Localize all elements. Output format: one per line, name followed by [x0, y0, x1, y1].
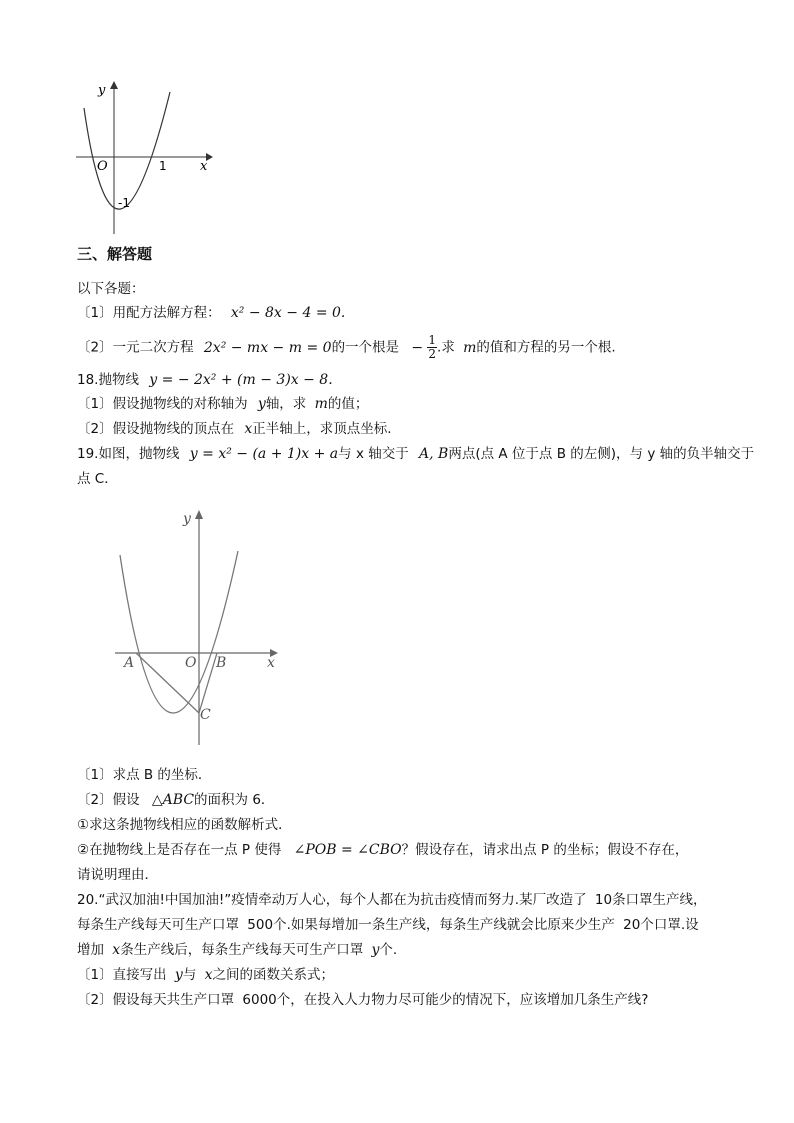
parabola-curve	[120, 551, 238, 713]
q18-part1-y: y	[257, 396, 266, 412]
q20-line1-text: 20.“武汉加油!中国加油!”疫情牵动万人心，每个人都在为抗击疫情而努力.某厂改造了	[77, 892, 587, 908]
q18-part1-suffix: 的值；	[327, 396, 369, 412]
q18-part2-text: 〔2〕假设抛物线的顶点在	[77, 421, 235, 437]
q19-stem-mid: 与 x 轴交于	[338, 446, 409, 462]
q20-part1-y: y	[174, 967, 183, 983]
q19-sub2-line2: 请说明理由．	[77, 867, 158, 883]
q18-part1	[77, 394, 368, 414]
q20-line2-text: 每条生产线每天可生产口罩	[77, 917, 239, 933]
q19-stem-suffix: 两点(点 A 位于点 B 的左侧)，与 y 轴的负半轴交于	[448, 446, 755, 462]
q17-intro: 以下各题：	[77, 281, 145, 297]
q19-part2-suffix: 的面积为 6．	[194, 792, 275, 808]
q19-part1: 〔1〕求点 B 的坐标．	[77, 767, 212, 783]
q20-line1-suffix: 条口罩生产线，	[612, 892, 707, 908]
q17-root-fraction	[427, 334, 437, 361]
q20-line1-number: 10	[594, 892, 613, 908]
q19-sub2	[77, 840, 688, 860]
q18-part2-x: x	[244, 421, 253, 437]
q20-line2-mid: 个.如果每增加一条生产线，每条生产线就会比原来少生产	[273, 917, 615, 933]
q20-part2-text: 〔2〕假设每天共生产口罩	[77, 992, 235, 1008]
q17-part2-m: m	[463, 339, 477, 356]
q20-part1	[77, 965, 334, 985]
origin-label: O	[185, 655, 197, 671]
q18-part1-m: m	[314, 396, 328, 412]
q19-sub2-text: ②在抛物线上是否存在一点 P 使得	[77, 842, 282, 858]
q17-part2-text: 〔2〕一元二次方程	[77, 339, 194, 356]
q20-part1-suffix: 之间的函数关系式；	[212, 967, 335, 983]
q19-sub2-equation: ∠POB = ∠CBO	[293, 842, 402, 858]
q20-line3-y: y	[371, 942, 380, 958]
q20-part2-suffix: 个，在投入人力物力尽可能少的情况下，应该增加几条生产线?	[276, 992, 649, 1008]
q20-part2-number: 6000	[242, 992, 277, 1008]
q19-stem-text: 19.如图，抛物线	[77, 446, 180, 462]
q17-part2-mid: 的一个根是	[331, 339, 400, 356]
q20-line3-suffix: 个.	[379, 942, 398, 958]
point-c-label: C	[200, 707, 211, 723]
y-axis-arrow	[110, 81, 118, 89]
q17-root-denominator: 2	[428, 347, 437, 361]
q19-sub2-suffix: ？假设存在，请求出点 P 的坐标；假设不存在，	[401, 842, 689, 858]
parabola-figure-2	[110, 505, 290, 750]
q18-stem	[77, 370, 333, 390]
origin-label: O	[97, 159, 108, 174]
point-b-label: B	[216, 655, 227, 671]
q18-part2	[77, 419, 392, 439]
q20-part1-text: 〔1〕直接写出	[77, 967, 167, 983]
q19-part2-triangle: △ABC	[151, 792, 195, 808]
q17-part2-after: .求	[437, 339, 455, 356]
parabola-figure-1	[70, 78, 220, 238]
q19-part2-text: 〔2〕假设	[77, 792, 140, 808]
y-axis-label: y	[98, 83, 106, 98]
q20-line3	[77, 940, 397, 960]
q20-line2-number: 500	[247, 917, 274, 933]
q18-part2-suffix: 正半轴上，求顶点坐标.	[252, 421, 392, 437]
q19-stem	[77, 444, 754, 464]
q18-part1-text: 〔1〕假设抛物线的对称轴为	[77, 396, 248, 412]
q17-part1	[77, 303, 345, 323]
x-axis-label: x	[200, 159, 208, 174]
q18-stem-equation: y = − 2x² + (m − 3)x − 8.	[149, 372, 333, 388]
x-tick-label: 1	[159, 159, 167, 173]
q20-part1-x: x	[204, 967, 213, 983]
q17-part2-suffix: 的值和方程的另一个根.	[476, 339, 616, 356]
point-a-label: A	[124, 655, 135, 671]
q17-root-numerator: 1	[428, 333, 437, 347]
parabola-curve	[84, 92, 170, 209]
q20-line2-number2: 20	[623, 917, 641, 933]
q20-line1	[77, 890, 707, 910]
q19-part2	[77, 790, 274, 810]
q19-sub1: ①求这条抛物线相应的函数解析式．	[77, 817, 292, 833]
q17-part1-text: 〔1〕用配方法解方程：	[77, 305, 221, 321]
q19-stem-equation: y = x² − (a + 1)x + a	[189, 446, 339, 462]
q17-part2-equation: 2x² − mx − m = 0	[203, 339, 332, 356]
q18-part1-mid: 轴，求	[265, 396, 307, 412]
y-axis-arrow	[195, 510, 203, 519]
q20-line3-text: 增加	[77, 942, 104, 958]
y-tick-label: -1	[118, 196, 130, 210]
q20-line2-suffix: 个口罩.设	[640, 917, 699, 933]
q17-part2	[77, 334, 616, 361]
q19-stem-line2: 点 C．	[77, 471, 118, 487]
q19-stem-points: A, B	[419, 446, 449, 462]
q20-line2	[77, 915, 699, 935]
y-axis-label: y	[183, 511, 191, 527]
section-title: 三、解答题	[77, 245, 153, 263]
q20-part2	[77, 990, 648, 1010]
q20-line3-mid: 条生产线后，每条生产线每天可生产口罩	[120, 942, 364, 958]
q17-root-minus: −	[411, 339, 424, 356]
x-axis-label: x	[267, 655, 275, 671]
q20-part1-mid: 与	[182, 967, 197, 983]
q18-stem-text: 18.抛物线	[77, 372, 139, 388]
q17-part1-equation: x² − 8x − 4 = 0.	[230, 305, 346, 321]
q20-line3-x: x	[112, 942, 121, 958]
